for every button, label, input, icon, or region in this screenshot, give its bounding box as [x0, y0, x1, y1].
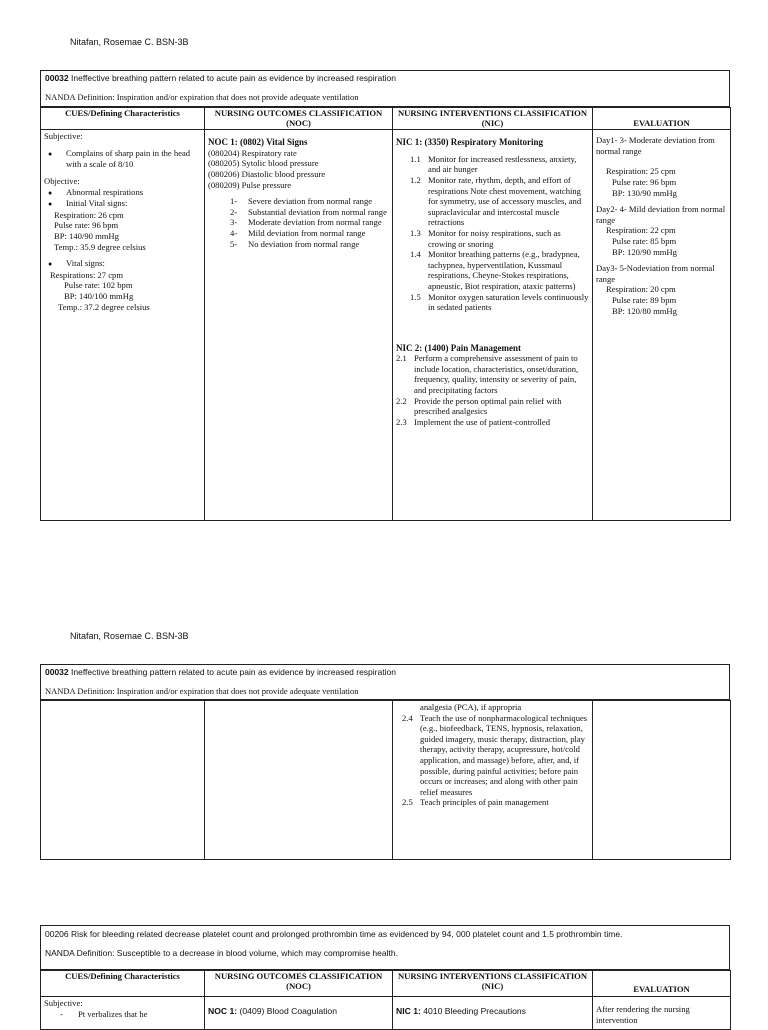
dash-marker: - [60, 1008, 63, 1019]
diagnosis-header-2 [40, 925, 730, 970]
initial-vital: Pulse rate: 96 bpm [54, 220, 119, 231]
evaluation-cell-empty [593, 701, 731, 860]
eval-vital: BP: 130/90 mmHg [612, 187, 677, 198]
subjective-item: ● Complains of sharp pain in the head with a scale of 8/10 [44, 148, 201, 170]
nic-step: 1.3 Monitor for noisy respirations, such as crowing or snoring [410, 227, 561, 249]
care-plan-table-1-continued [40, 700, 731, 860]
nic-heading-2: NIC 2: (1400) Pain Management [396, 342, 521, 353]
initial-vital: Respiration: 26 cpm [54, 209, 124, 220]
header-evaluation: EVALUATION [593, 971, 731, 997]
cues-cell [41, 997, 205, 1030]
noc-indicator: (080205) Sytolic blood pressure [208, 158, 319, 169]
evaluation-cell [593, 130, 731, 521]
eval-vital: Pulse rate: 96 bpm [612, 176, 677, 187]
nic-step: 1.1 Monitor for increased restlessness, anxiety, and air hunger [410, 153, 577, 175]
subjective-label: Subjective: [44, 998, 83, 1008]
nanda-definition: NANDA Definition: Inspiration and/or expiration that does not provide adequate ventilation [45, 686, 359, 696]
noc-heading: NOC 1: (0802) Vital Signs [208, 137, 308, 148]
nic-heading: NIC 1: 4010 Bleeding Precautions [396, 1006, 526, 1016]
care-plan-table-2 [40, 970, 731, 1030]
diagnosis-code: 00032 [45, 667, 69, 677]
noc-scale-item: 2- Substantial deviation from normal range [230, 206, 387, 217]
vital-sign: Pulse rate: 102 bpm [64, 280, 133, 291]
subjective-label: Subjective: [44, 131, 83, 142]
header-nic: NURSING INTERVENTIONS CLASSIFICATION (NIC) [393, 108, 593, 130]
diagnosis-header-1 [40, 70, 730, 107]
header-cues: CUES/Defining Characteristics [41, 108, 205, 130]
eval-vital: Respiration: 20 cpm [606, 284, 676, 295]
vital-sign: Temp.: 37.2 degree celsius [58, 301, 150, 312]
diagnosis-header-1-repeat [40, 664, 730, 700]
vital-sign: Respirations: 27 cpm [50, 269, 124, 280]
header-cues: CUES/Defining Characteristics [41, 971, 205, 997]
initial-vital: BP: 140/90 mmHg [54, 230, 119, 241]
noc-scale-item: 1- Severe deviation from normal range [230, 196, 373, 207]
cues-cell-empty [41, 701, 205, 860]
eval-vital: Respiration: 22 cpm [606, 225, 676, 236]
nic-step: 2.5 Teach principles of pain management [402, 797, 549, 808]
diagnosis-title [41, 71, 729, 84]
eval-vital: BP: 120/90 mmHg [612, 246, 677, 257]
nanda-definition: NANDA Definition: Susceptible to a decrease in blood volume, which may compromise health. [45, 948, 398, 958]
eval-text: After rendering the nursing intervention [596, 1004, 690, 1025]
nic-cell-continued [393, 701, 593, 860]
eval-day: Day1- 3- Moderate deviation from normal range [596, 135, 715, 156]
noc-indicator: (080204) Respiratory rate [208, 147, 297, 158]
noc-indicator: (080206) Diastolic blood pressure [208, 168, 326, 179]
objective-item: ● Initial Vital signs: [44, 198, 201, 210]
subjective-item: - Pt verbalizes that he [60, 1008, 148, 1019]
eval-vital: BP: 120/80 mmHg [612, 305, 677, 316]
nanda-definition: NANDA Definition: Inspiration and/or expiration that does not provide adequate ventilation [45, 92, 359, 102]
diagnosis-text: Ineffective breathing pattern related to acute pain as evidence by increased respiration [68, 667, 396, 677]
initial-vital: Temp.: 35.9 degree celsius [54, 241, 146, 252]
eval-day: Day3- 5-Nodeviation from normal range [596, 263, 715, 284]
header-noc: NURSING OUTCOMES CLASSIFICATION (NOC) [205, 108, 393, 130]
eval-vital: Pulse rate: 85 bpm [612, 235, 677, 246]
nic-step: 1.4 Monitor breathing patterns (e.g., bradypnea, tachypnea, hyperventilation, Kussmaul respirations, Cheyne-Stokes respirations, apneustic, Biot respiration, ataxic patterns) [410, 249, 580, 291]
nic-step: 2.3 Implement the use of patient-controlled [396, 416, 551, 427]
noc-indicator: (080209) Pulse pressure [208, 179, 292, 190]
noc-scale-item: 4- Mild deviation from normal range [230, 227, 366, 238]
nic-heading-1: NIC 1: (3350) Respiratory Monitoring [396, 137, 543, 148]
evaluation-cell [593, 997, 731, 1030]
nic-step: 1.2 Monitor rate, rhythm, depth, and effort of respirations Note chest movement, watching for symmetry, use of accessory muscles, and supraclavicular and intercostal muscle retractions [410, 174, 582, 228]
cues-cell [41, 130, 205, 521]
noc-scale-item: 5- No deviation from normal range [230, 238, 360, 249]
eval-vital: Respiration: 25 cpm [606, 166, 676, 177]
vital-signs-label: ● Vital signs: [44, 258, 201, 270]
nic-step: 1.5 Monitor oxygen saturation levels continuously in sedated patients [410, 291, 589, 313]
noc-cell [205, 997, 393, 1030]
nic-step-tail: analgesia (PCA), if appropria [420, 702, 522, 712]
noc-scale-item: 3- Moderate deviation from normal range [230, 217, 382, 228]
objective-item: ● Abnormal respirations [44, 187, 201, 199]
author-line: Nitafan, Rosemae C. BSN-3B [70, 631, 189, 641]
nic-step: 2.1 Perform a comprehensive assessment of pain to include location, characteristics, onset/duration, frequency, quality, intensity or severity of pain, and precipitating factors [396, 353, 579, 396]
vital-sign: BP: 140/100 mmHg [64, 290, 134, 301]
diagnosis-text: Ineffective breathing pattern related to acute pain as evidence by increased respiration [68, 73, 396, 83]
care-plan-table-1 [40, 107, 731, 521]
author-line: Nitafan, Rosemae C. BSN-3B [70, 37, 189, 47]
noc-cell [205, 130, 393, 521]
header-nic: NURSING INTERVENTIONS CLASSIFICATION (NIC) [393, 971, 593, 997]
objective-label: Objective: [44, 175, 80, 186]
noc-cell-empty [205, 701, 393, 860]
eval-day: Day2- 4- Mild deviation from normal range [596, 204, 726, 225]
diagnosis-code: 00032 [45, 73, 69, 83]
noc-heading: NOC 1: (0409) Blood Coagulation [208, 1006, 337, 1016]
header-noc: NURSING OUTCOMES CLASSIFICATION (NOC) [205, 971, 393, 997]
nic-step: 2.4 Teach the use of nonpharmacological techniques (e.g., biofeedback, TENS, hypnosis, relaxation, guided imagery, music therapy, distraction, play therapy, activity therapy, acupressure, hot/cold application, and massage) before, after, and, if possible, during painful activities; before pain occurs or increases; and along with other pain relief measures [402, 712, 588, 797]
diagnosis-title [41, 665, 729, 678]
diagnosis-title: 00206 Risk for bleeding related decrease platelet count and prolonged prothrombin time as evidenced by 94, 000 platelet count and 1.5 prothrombin time. [45, 929, 623, 939]
eval-vital: Pulse rate: 89 bpm [612, 294, 677, 305]
nic-step: 2.2 Provide the person optimal pain relief with prescribed analgesics [396, 395, 562, 417]
nic-cell [393, 997, 593, 1030]
header-evaluation: EVALUATION [593, 108, 731, 130]
nic-cell [393, 130, 593, 521]
